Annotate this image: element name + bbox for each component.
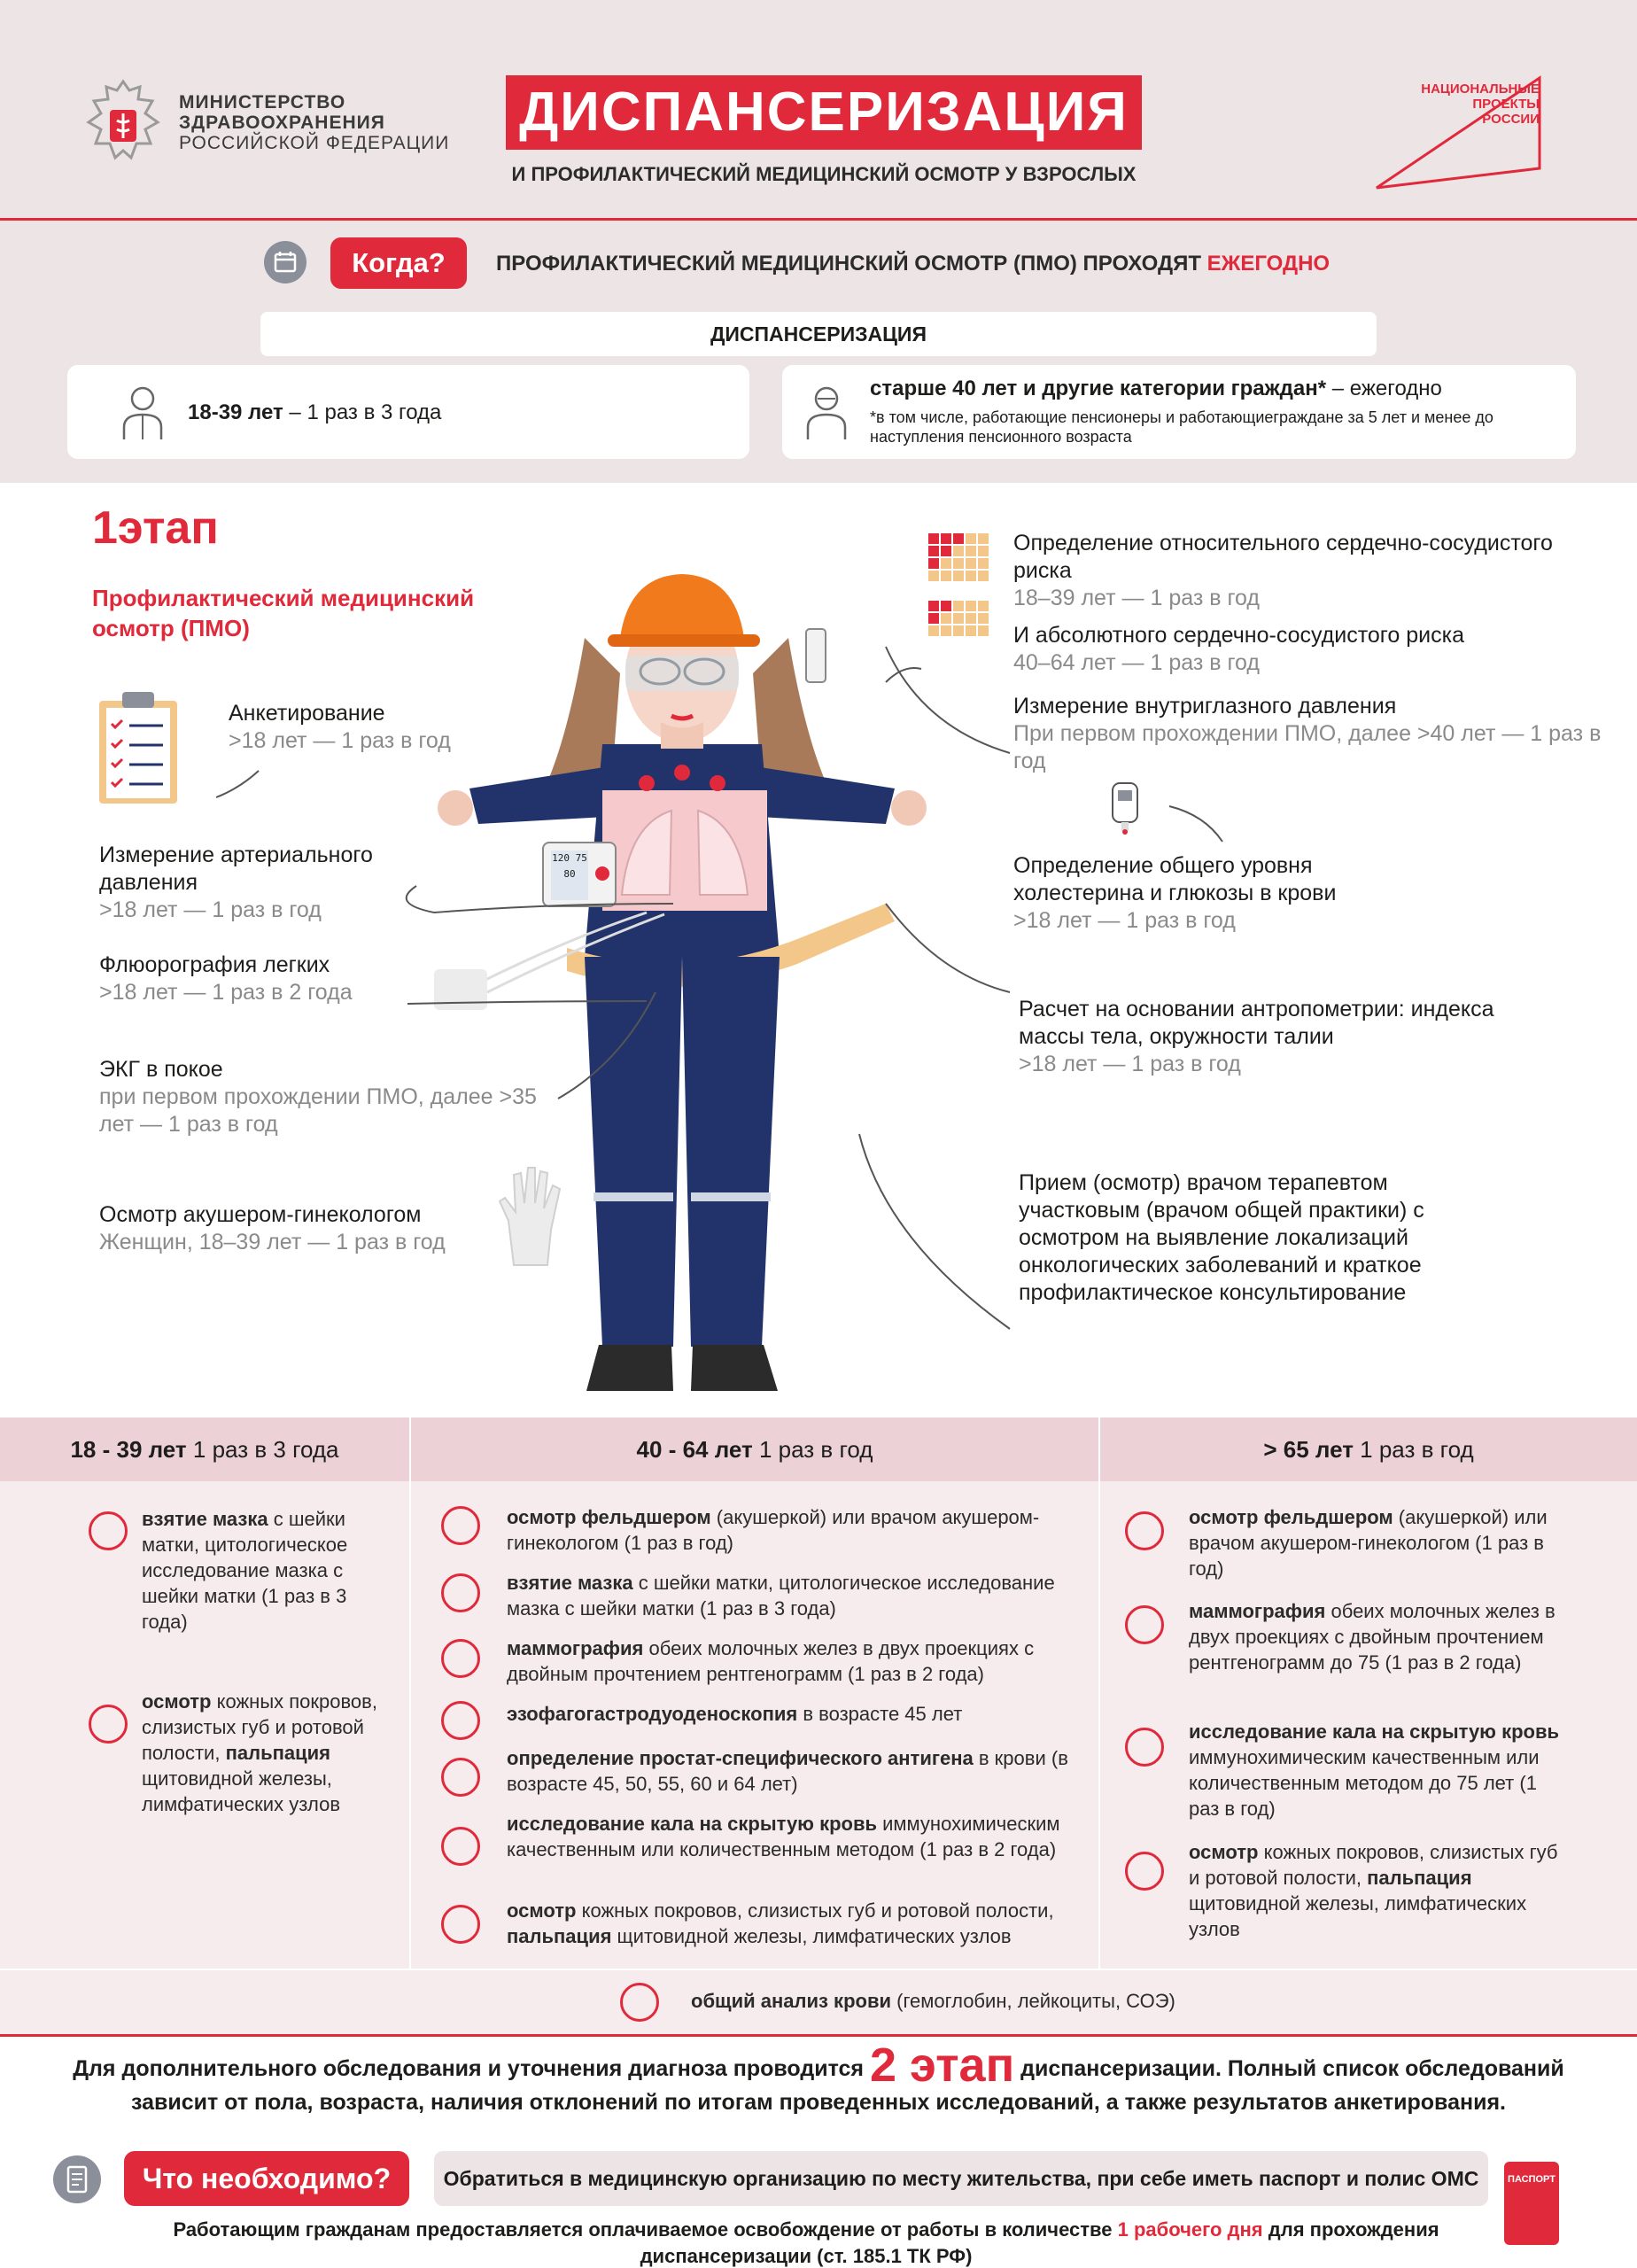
item-name: Расчет на основании антропометрии: индекса массы тела, окружности талии (1019, 997, 1494, 1049)
table-item (1189, 1598, 1561, 1675)
smear-icon (441, 1573, 480, 1612)
elderly-person-icon (804, 383, 849, 441)
item-name: Осмотр акушером-гинекологом (99, 1202, 422, 1227)
item-bold: осмотр (507, 1899, 577, 1922)
work-part: для прохождения диспансеризации (ст. 185.1 ТК РФ) (640, 2218, 1439, 2267)
item-text: (акушеркой) или врачом акушером-гинекологом (1 раз в год) (1189, 1506, 1548, 1580)
item-freq: при первом прохождении ПМО, далее >35 лет — 1 раз в год (99, 1084, 537, 1137)
document-icon (53, 2155, 101, 2203)
stage2-highlight: 2 этап (869, 2039, 1015, 2092)
column-age: > 65 лет (1263, 1436, 1354, 1463)
work-highlight: 1 рабочего дня (1117, 2218, 1263, 2241)
dispanserization-label: ДИСПАНСЕРИЗАЦИЯ (260, 312, 1377, 356)
pmo-frequency-text (496, 252, 1330, 276)
work-part: Работающим гражданам предоставляется оплачиваемое освобождение от работы в количестве (173, 2218, 1118, 2241)
item-freq: >18 лет — 1 раз в год (229, 728, 451, 753)
young-freq: – 1 раз в 3 года (283, 400, 442, 424)
item-freq: >18 лет — 1 раз в 2 года (99, 980, 353, 1005)
ministry-line: ЗДРАВООХРАНЕНИЯ (179, 113, 385, 133)
ministry-name (179, 92, 449, 153)
what-needed-text: Обратиться в медицинскую организацию по месту жительства, при себе иметь паспорт и полис ОМС (434, 2151, 1488, 2206)
ministry-emblem-icon (74, 74, 172, 172)
bp-monitor-display: 120 75 80 (551, 850, 588, 900)
item-text: иммунохимическим качественным или количественным методом до 75 лет (1 раз в год) (1189, 1746, 1540, 1820)
item-text: щитовидной железы, лимфатических узлов (142, 1767, 341, 1815)
item-name: Флюорография легких (99, 952, 330, 977)
endoscopy-icon (441, 1701, 480, 1740)
item-freq: 40–64 лет — 1 раз в год (1013, 650, 1260, 675)
work-release-text (133, 2217, 1479, 2268)
item-bold: осмотр (1189, 1841, 1259, 1863)
stool-test-icon (441, 1827, 480, 1866)
stage2-part: Для дополнительного обследования и уточнения диагноза проводится (73, 2056, 870, 2081)
smear-icon (89, 1511, 128, 1550)
item-text: (гемоглобин, лейкоциты, СОЭ) (891, 1990, 1175, 2012)
table-item (1189, 1719, 1561, 1821)
item-text: с шейки матки, цитологическое исследование мазка с шейки матки (1 раз в 3 года) (507, 1572, 1055, 1619)
mammography-icon (441, 1639, 480, 1678)
test-tubes-icon (1125, 1728, 1164, 1767)
table-item (507, 1635, 1074, 1687)
item-freq: >18 лет — 1 раз в год (1019, 1052, 1241, 1076)
calendar-icon (264, 241, 306, 284)
item-name: Определение относительного сердечно-сосудистого риска (1013, 531, 1553, 583)
item-bold: пальпация (1367, 1867, 1472, 1889)
item-text: (акушеркой) или врачом акушером- гинекологом (1 раз в год) (507, 1506, 1040, 1554)
item-text: в крови (в возрасте 45, 50, 55, 60 и 64 лет) (507, 1747, 1068, 1795)
item-bold: эзофагогастродуоденоскопия (507, 1703, 798, 1725)
item-bold: осмотр (142, 1690, 212, 1713)
item-bold: пальпация (507, 1925, 612, 1947)
column-divider (409, 1418, 411, 1969)
item-freq: Женщин, 18–39 лет — 1 раз в год (99, 1230, 446, 1254)
item-text: щитовидной железы, лимфатических узлов (611, 1925, 1012, 1947)
skin-exam-icon (1125, 1852, 1164, 1891)
item-bold: взятие мазка (507, 1572, 633, 1594)
divider (0, 2034, 1637, 2037)
table-item (142, 1689, 407, 1817)
item-name: Прием (осмотр) врачом терапевтом участковым (врачом общей практики) с осмотром на выявление локализаций онкологических заболеваний и краткое профилактическое консультирование (1019, 1170, 1424, 1305)
item-bold: исследование кала на скрытую кровь (1189, 1720, 1560, 1743)
item-freq: При первом прохождении ПМО, далее >40 лет — 1 раз в год (1013, 721, 1602, 773)
item-name: Измерение внутриглазного давления (1013, 694, 1397, 718)
young-age: 18-39 лет (188, 400, 283, 424)
column-divider (1098, 1418, 1100, 1969)
item-bold: маммография (1189, 1600, 1326, 1622)
item-name: Определение общего уровня холестерина и глюкозы в крови (1013, 853, 1337, 905)
what-needed-badge: Что необходимо? (124, 2151, 409, 2206)
table-item (1189, 1504, 1561, 1581)
column-header-65 (1100, 1418, 1637, 1481)
item-text: обеих молочных желез в двух проекциях с двойным прочтением рентгенограмм (1 раз в 2 года) (507, 1637, 1035, 1685)
item-text: в возрасте 45 лет (797, 1703, 963, 1725)
common-blood-test (691, 1988, 1400, 2014)
item-name: Анкетирование (229, 701, 385, 726)
skin-exam-icon (441, 1905, 480, 1944)
column-header-18-39 (0, 1418, 409, 1481)
table-item (507, 1898, 1082, 1949)
old-freq: – ежегодно (1326, 377, 1442, 400)
national-projects-logo-text (1421, 82, 1540, 127)
column-age: 40 - 64 лет (636, 1436, 753, 1463)
np-line: РОССИИ (1482, 112, 1540, 127)
item-text: обеих молочных желез в двух проекциях с двойным прочтением рентгенограмм до 75 (1 раз в 2 года) (1189, 1600, 1556, 1674)
column-freq: 1 раз в 3 года (186, 1436, 339, 1463)
column-header-40-64 (411, 1418, 1098, 1481)
item-name: ЭКГ в покое (99, 1057, 223, 1082)
pmo-text: ПРОФИЛАКТИЧЕСКИЙ МЕДИЦИНСКИЙ ОСМОТР (ПМО) ПРОХОДЯТ (496, 252, 1201, 276)
item-text: иммунохимическим качественным или количественным методом (1 раз в 2 года) (507, 1813, 1060, 1860)
np-line: ПРОЕКТЫ (1472, 97, 1540, 112)
item-bold: осмотр фельдшером (507, 1506, 711, 1528)
ministry-line: МИНИСТЕРСТВО (179, 92, 346, 113)
pmo-highlight: ЕЖЕГОДНО (1206, 252, 1331, 276)
stage2-text (53, 2039, 1584, 2119)
table-item (142, 1506, 372, 1635)
medical-chair-icon (1125, 1511, 1164, 1550)
item-bold: исследование кала на скрытую кровь (507, 1813, 878, 1835)
main-title: ДИСПАНСЕРИЗАЦИЯ (506, 75, 1142, 150)
passport-label: ПАСПОРТ (1508, 2174, 1556, 2185)
column-freq: 1 раз в год (1353, 1436, 1474, 1463)
old-age: старше 40 лет и другие категории граждан* (870, 377, 1327, 400)
ministry-line: РОССИЙСКОЙ ФЕДЕРАЦИИ (179, 133, 450, 153)
item-name: Измерение артериального давления (99, 843, 373, 895)
table-item (507, 1811, 1074, 1862)
item-name: И абсолютного сердечно-сосудистого риска (1013, 623, 1464, 648)
item-text: кожных покровов, слизистых губ и ротовой полости, (142, 1690, 377, 1764)
item-bold: осмотр фельдшером (1189, 1506, 1393, 1528)
skin-exam-icon (89, 1705, 128, 1744)
stage2-part: диспансеризации. Полный список обследований зависит от пола, возраста, наличия отклонений по итогам проведенных исследований, а также результатов анкетирования. (130, 2056, 1564, 2115)
item-bold: маммография (507, 1637, 644, 1659)
test-tubes-icon (441, 1758, 480, 1797)
table-item (507, 1504, 1074, 1556)
np-line: НАЦИОНАЛЬНЫЕ (1421, 82, 1540, 97)
item-freq: 18–39 лет — 1 раз в год (1013, 586, 1260, 610)
column-freq: 1 раз в год (752, 1436, 873, 1463)
item-bold: пальпация (225, 1742, 331, 1764)
item-text: кожных покровов, слизистых губ и ротовой полости, (576, 1899, 1054, 1922)
column-age: 18 - 39 лет (70, 1436, 187, 1463)
table-item (507, 1745, 1074, 1797)
table-item (507, 1570, 1074, 1621)
when-badge: Когда? (330, 237, 467, 289)
item-text: кожных покровов, слизистых губ и ротовой полости, (1189, 1841, 1558, 1889)
old-age-frequency (870, 377, 1442, 401)
blood-test-icon (620, 1983, 659, 2022)
table-item (1189, 1839, 1561, 1942)
stage1-title: 1этап (92, 502, 219, 554)
young-person-icon (120, 383, 165, 441)
main-subtitle: И ПРОФИЛАКТИЧЕСКИЙ МЕДИЦИНСКИЙ ОСМОТР У ВЗРОСЛЫХ (511, 163, 1137, 185)
medical-chair-icon (441, 1506, 480, 1545)
table-item (507, 1701, 1074, 1727)
connector-arrows (0, 496, 1637, 1418)
pmo-label: Профилактический медицинский осмотр (ПМО) (92, 585, 475, 641)
item-bold: определение простат-специфического антигена (507, 1747, 974, 1769)
item-freq: >18 лет — 1 раз в год (1013, 908, 1236, 933)
item-text: щитовидной железы, лимфатических узлов (1189, 1892, 1527, 1940)
item-text: с шейки матки, цитологическое исследование мазка с шейки матки (1 раз в 3 года) (142, 1508, 348, 1633)
old-age-note: *в том числе, работающие пенсионеры и работающиеграждане за 5 лет и менее до наступления пенсионного возраста (870, 408, 1493, 446)
item-bold: взятие мазка (142, 1508, 268, 1530)
item-freq: >18 лет — 1 раз в год (99, 897, 322, 922)
young-age-frequency (188, 400, 441, 425)
item-bold: общий анализ крови (691, 1990, 891, 2012)
mammography-icon (1125, 1605, 1164, 1644)
